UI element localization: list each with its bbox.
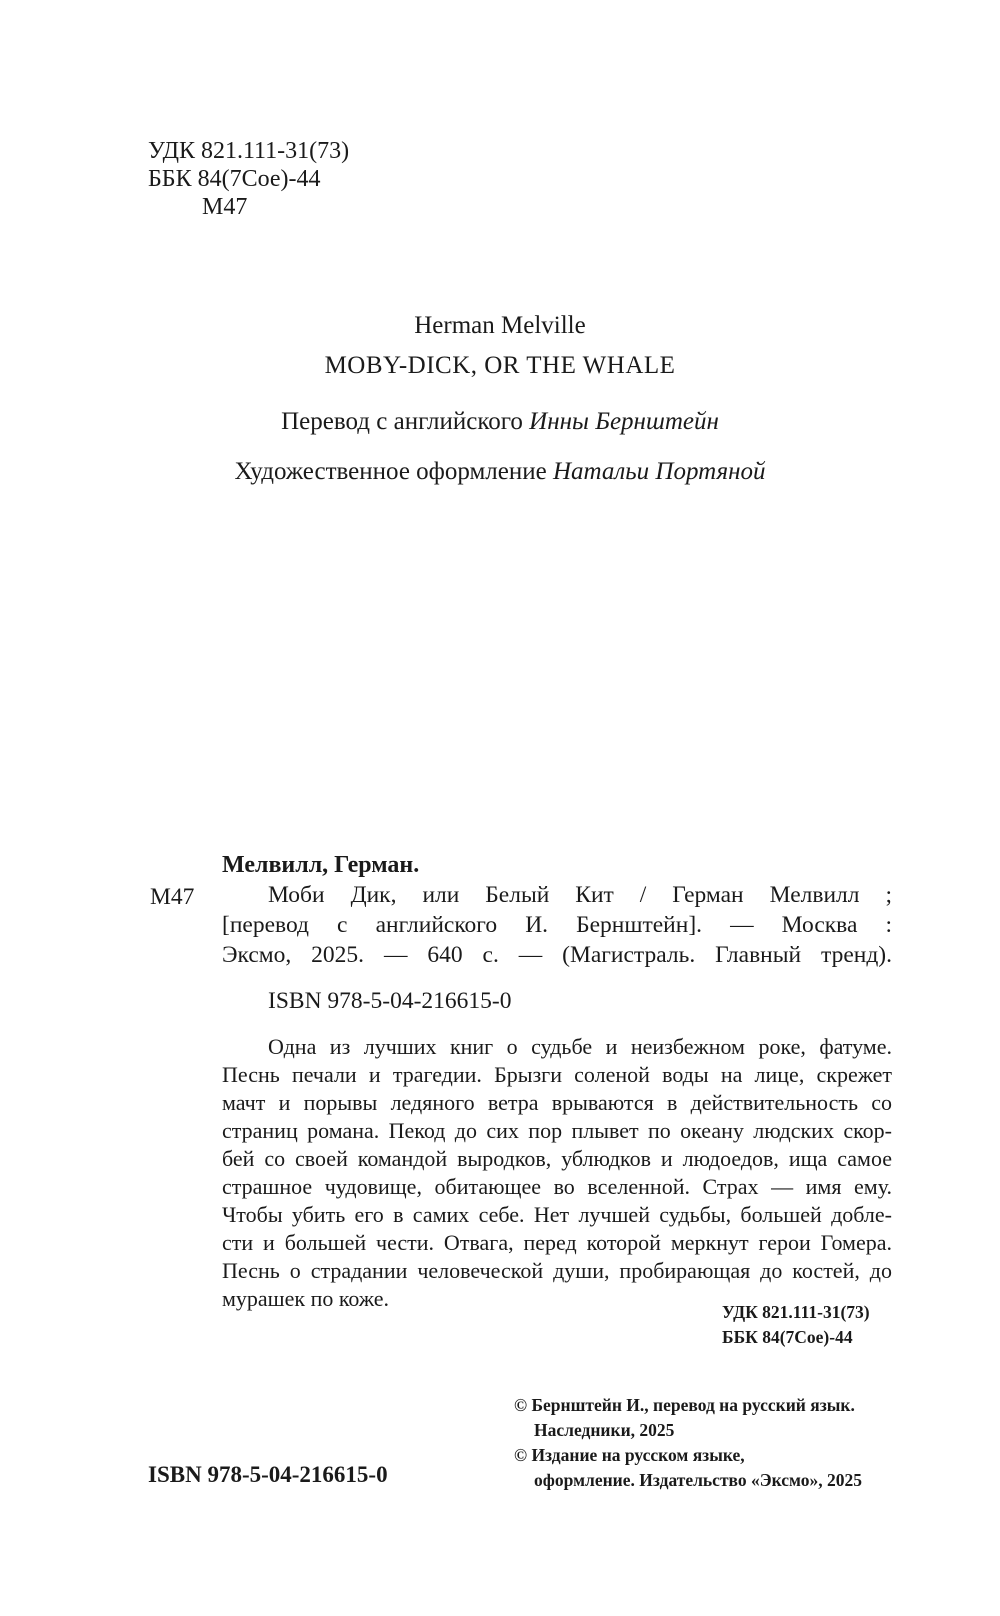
copyright-line-3: © Издание на русском языке, [514, 1445, 745, 1465]
annotation-line-3: мачт и порывы ледяного ветра врываются в действительность со [222, 1090, 892, 1115]
design-label: Художественное оформление [234, 458, 547, 485]
design-credit [0, 458, 1000, 486]
annotation-line-10: мурашек по коже. [222, 1286, 390, 1311]
annotation-line-8: сти и большей чести. Отвага, перед которой меркнут герои Гомера. [222, 1230, 892, 1255]
bottom-bbk-code: ББК 84(7Сое)-44 [722, 1327, 853, 1347]
annotation-line-4: страниц романа. Пекод до сих пор плывет по океану людских скор- [222, 1118, 892, 1143]
bib-line-2: [перевод с английского И. Бернштейн]. — Москва : [222, 912, 892, 938]
footer-isbn: ISBN 978-5-04-216615-0 [148, 1462, 388, 1487]
original-author: Herman Melville [414, 312, 586, 339]
translation-credit [0, 408, 1000, 436]
annotation-line-2: Песнь печали и трагедии. Брызги соленой воды на лице, скрежет [222, 1062, 892, 1087]
bottom-udk-code: УДК 821.111-31(73) [722, 1302, 870, 1322]
annotation-line-1: Одна из лучших книг о судьбе и неизбежном роке, фатуме. [268, 1034, 892, 1059]
translator-name: Инны Бернштейн [529, 408, 719, 435]
bib-isbn: ISBN 978-5-04-216615-0 [268, 988, 512, 1014]
bib-heading: Мелвилл, Герман. [222, 852, 420, 878]
udk-code: УДК 821.111-31(73) [148, 138, 350, 164]
bib-line-3: Эксмо, 2025. — 640 с. — (Магистраль. Главный тренд). [222, 942, 892, 968]
author-mark: М47 [202, 194, 248, 220]
copyright-line-2: Наследники, 2025 [534, 1420, 675, 1440]
bbk-code: ББК 84(7Сое)-44 [148, 166, 321, 192]
copyright-line-1: © Бернштейн И., перевод на русский язык. [514, 1395, 855, 1415]
annotation-line-7: Чтобы убить его в самих себе. Нет лучшей судьбы, большей добле- [222, 1202, 892, 1227]
bib-line-1: Моби Дик, или Белый Кит / Герман Мелвилл ; [268, 882, 892, 908]
translation-label: Перевод с английского [281, 408, 523, 435]
bib-mark: М47 [150, 884, 195, 910]
annotation-line-9: Песнь о страдании человеческой души, пробирающая до костей, до [222, 1258, 892, 1283]
original-title: MOBY-DICK, OR THE WHALE [324, 352, 676, 379]
designer-name: Натальи Портяной [552, 458, 766, 485]
copyright-line-4: оформление. Издательство «Эксмо», 2025 [534, 1470, 862, 1490]
annotation-line-6: страшное чудовище, обитающее во вселенной. Страх — имя ему. [222, 1174, 892, 1199]
annotation-line-5: бей со своей командой выродков, ублюдков и людоедов, ища самое [222, 1146, 892, 1171]
